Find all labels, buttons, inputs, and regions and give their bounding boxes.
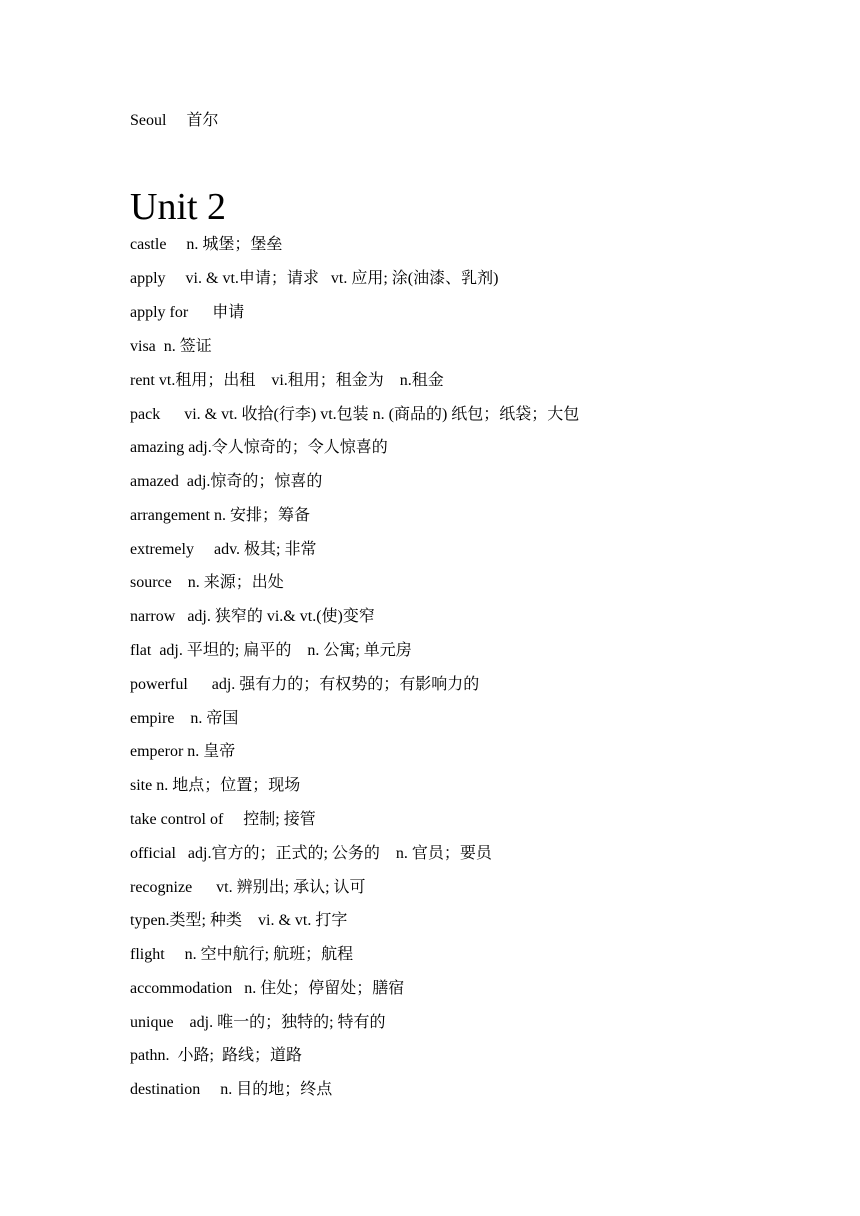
vocab-entry: destination n. 目的地；终点 bbox=[130, 1081, 333, 1098]
vocab-entry: apply vi. & vt.申请；请求 vt. 应用; 涂(油漆、乳剂) bbox=[130, 270, 499, 287]
vocab-entry: rent vt.租用；出租 vi.租用；租金为 n.租金 bbox=[130, 372, 444, 389]
vocab-entry: extremely adv. 极其; 非常 bbox=[130, 541, 317, 558]
vocab-entry: amazing adj.令人惊奇的；令人惊喜的 bbox=[130, 439, 388, 456]
vocab-entry: source n. 来源；出处 bbox=[130, 574, 284, 591]
vocab-entry: empire n. 帝国 bbox=[130, 710, 239, 727]
unit-heading: Unit 2 bbox=[130, 186, 227, 228]
vocab-entry: pathn. 小路; 路线；道路 bbox=[130, 1047, 302, 1064]
vocab-entry: powerful adj. 强有力的；有权势的；有影响力的 bbox=[130, 676, 480, 693]
vocab-entry: typen.类型; 种类 vi. & vt. 打字 bbox=[130, 912, 348, 929]
vocab-entry: take control of 控制; 接管 bbox=[130, 811, 316, 828]
vocab-entry: narrow adj. 狭窄的 vi.& vt.(使)变窄 bbox=[130, 608, 375, 625]
vocab-entry: pack vi. & vt. 收拾(行李) vt.包装 n. (商品的) 纸包；纸袋；大包 bbox=[130, 406, 580, 423]
vocab-entry: recognize vt. 辨别出; 承认; 认可 bbox=[130, 879, 366, 896]
vocab-entry: flat adj. 平坦的; 扁平的 n. 公寓; 单元房 bbox=[130, 642, 412, 659]
vocab-entry-seoul: Seoul 首尔 bbox=[130, 112, 219, 129]
vocab-entry: official adj.官方的；正式的; 公务的 n. 官员；要员 bbox=[130, 845, 492, 862]
vocab-entry: site n. 地点；位置；现场 bbox=[130, 777, 301, 794]
vocab-entry: castle n. 城堡；堡垒 bbox=[130, 236, 283, 253]
vocab-entry: apply for 申请 bbox=[130, 304, 245, 321]
vocab-entry: emperor n. 皇帝 bbox=[130, 743, 236, 760]
vocab-entry: amazed adj.惊奇的；惊喜的 bbox=[130, 473, 323, 490]
vocab-entry: flight n. 空中航行; 航班；航程 bbox=[130, 946, 354, 963]
vocab-entry: unique adj. 唯一的；独特的; 特有的 bbox=[130, 1014, 386, 1031]
vocab-entry: arrangement n. 安排；筹备 bbox=[130, 507, 310, 524]
vocab-entry: visa n. 签证 bbox=[130, 338, 212, 355]
vocab-entry: accommodation n. 住处；停留处；膳宿 bbox=[130, 980, 405, 997]
